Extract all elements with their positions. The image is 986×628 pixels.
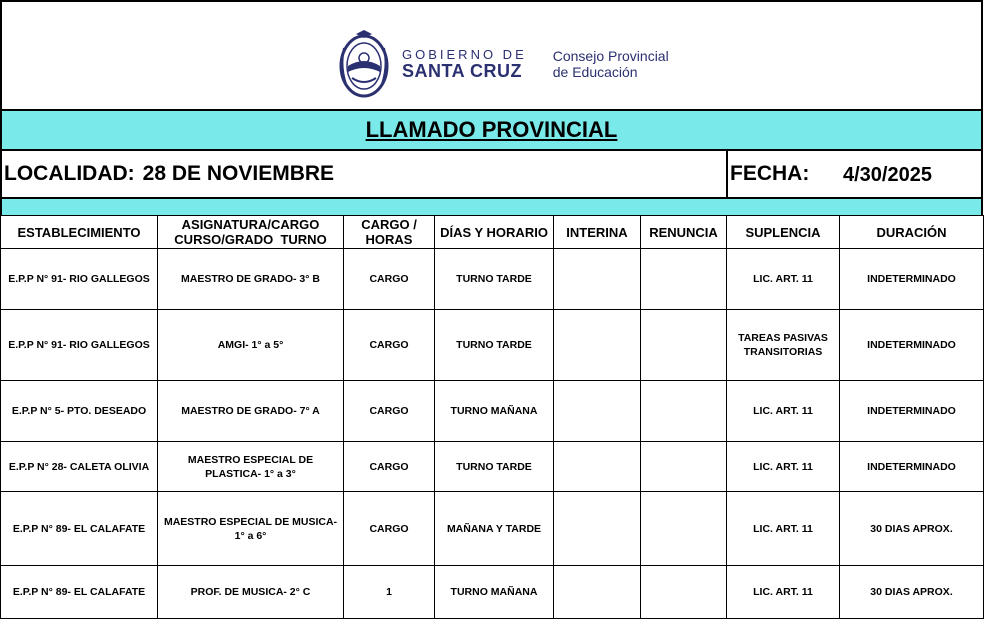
wordmark-line-1: GOBIERNO DE: [402, 46, 527, 62]
col-renuncia: RENUNCIA: [641, 216, 727, 249]
council-line-2: de Educación: [552, 64, 638, 80]
cell-asignatura: MAESTRO ESPECIAL DE MUSICA- 1° a 6°: [158, 492, 344, 566]
cell-establecimiento: E.P.P N° 5- PTO. DESEADO: [1, 381, 158, 442]
cell-interina: [554, 566, 641, 619]
cell-asignatura: PROF. DE MUSICA- 2° C: [158, 566, 344, 619]
cell-dias: TURNO MAÑANA: [435, 566, 554, 619]
cell-interina: [554, 492, 641, 566]
cell-cargo: CARGO: [344, 249, 435, 310]
table-row: [1, 310, 984, 381]
table-row: [1, 492, 984, 566]
cell-suplencia: LIC. ART. 11: [727, 249, 840, 310]
table-row: [1, 249, 984, 310]
title-band: [0, 111, 983, 151]
council-name: [553, 48, 669, 80]
cell-dias: MAÑANA Y TARDE: [435, 492, 554, 566]
col-cargo: [344, 216, 435, 249]
table-row: [1, 381, 984, 442]
wordmark-line-2: SANTA CRUZ: [402, 60, 522, 81]
header-band: [0, 0, 983, 111]
cell-establecimiento: E.P.P N° 28- CALETA OLIVIA: [1, 442, 158, 492]
fecha-label: FECHA:: [730, 162, 810, 185]
col-asignatura-line-1: ASIGNATURA/CARGO: [181, 217, 320, 232]
cell-interina: [554, 381, 641, 442]
cell-establecimiento: E.P.P N° 91- RIO GALLEGOS: [1, 310, 158, 381]
cell-interina: [554, 249, 641, 310]
cell-cargo: CARGO: [344, 310, 435, 381]
cell-duracion: INDETERMINADO: [840, 310, 984, 381]
col-establecimiento: ESTABLECIMIENTO: [1, 216, 158, 249]
localidad-cell: [2, 151, 728, 197]
fecha-value: 4/30/2025: [843, 164, 932, 186]
col-cargo-line-1: CARGO /: [361, 217, 417, 232]
cell-renuncia: [641, 249, 727, 310]
cell-asignatura: AMGI- 1° a 5°: [158, 310, 344, 381]
cell-duracion: INDETERMINADO: [840, 381, 984, 442]
cell-renuncia: [641, 492, 727, 566]
council-line-1: Consejo Provincial: [552, 48, 669, 64]
cell-renuncia: [641, 310, 727, 381]
cell-cargo: CARGO: [344, 492, 435, 566]
cell-renuncia: [641, 566, 727, 619]
cell-asignatura: MAESTRO DE GRADO- 3° B: [158, 249, 344, 310]
cell-dias: TURNO TARDE: [435, 310, 554, 381]
col-asignatura-line-2: CURSO/GRADO TURNO: [174, 232, 327, 247]
table-header-row: [1, 216, 984, 249]
cell-establecimiento: E.P.P N° 89- EL CALAFATE: [1, 492, 158, 566]
col-interina: INTERINA: [554, 216, 641, 249]
government-logo: [338, 28, 669, 100]
cell-renuncia: [641, 442, 727, 492]
cell-establecimiento: E.P.P N° 91- RIO GALLEGOS: [1, 249, 158, 310]
cell-interina: [554, 310, 641, 381]
table-row: [1, 566, 984, 619]
cell-suplencia: LIC. ART. 11: [727, 381, 840, 442]
col-asignatura: [158, 216, 344, 249]
table-row: [1, 442, 984, 492]
col-suplencia: SUPLENCIA: [727, 216, 840, 249]
cell-duracion: INDETERMINADO: [840, 249, 984, 310]
cell-suplencia: LIC. ART. 11: [727, 492, 840, 566]
cell-suplencia: TAREAS PASIVAS TRANSITORIAS: [727, 310, 840, 381]
cell-duracion: INDETERMINADO: [840, 442, 984, 492]
cell-duracion: 30 DIAS APROX.: [840, 566, 984, 619]
localidad-value: 28 DE NOVIEMBRE: [142, 162, 335, 185]
cell-cargo: CARGO: [344, 442, 435, 492]
cell-establecimiento: E.P.P N° 89- EL CALAFATE: [1, 566, 158, 619]
localidad-label: LOCALIDAD:: [4, 162, 135, 185]
cell-dias: TURNO TARDE: [435, 442, 554, 492]
cell-suplencia: LIC. ART. 11: [727, 442, 840, 492]
cell-cargo: CARGO: [344, 381, 435, 442]
vacancies-table: [0, 215, 984, 619]
cell-dias: TURNO MAÑANA: [435, 381, 554, 442]
coat-of-arms-icon: [338, 28, 390, 100]
cell-asignatura: MAESTRO ESPECIAL DE PLASTICA- 1° a 3°: [158, 442, 344, 492]
cell-dias: TURNO TARDE: [435, 249, 554, 310]
cell-cargo: 1: [344, 566, 435, 619]
col-cargo-line-2: HORAS: [365, 232, 413, 247]
col-duracion: DURACIÓN: [840, 216, 984, 249]
divider-band: [0, 199, 983, 215]
cell-interina: [554, 442, 641, 492]
location-date-row: [0, 151, 983, 199]
page-title: LLAMADO PROVINCIAL: [365, 117, 618, 142]
cell-suplencia: LIC. ART. 11: [727, 566, 840, 619]
government-wordmark: [402, 47, 527, 82]
cell-duracion: 30 DIAS APROX.: [840, 492, 984, 566]
col-dias: DÍAS Y HORARIO: [435, 216, 554, 249]
cell-asignatura: MAESTRO DE GRADO- 7° A: [158, 381, 344, 442]
cell-renuncia: [641, 381, 727, 442]
fecha-cell: [730, 151, 983, 197]
